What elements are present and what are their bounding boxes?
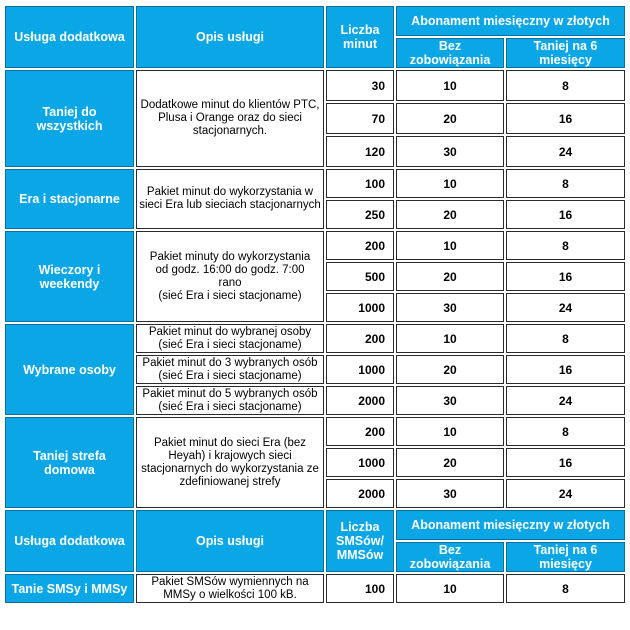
price-no-commitment: 10 bbox=[396, 169, 504, 198]
price-no-commitment: 10 bbox=[396, 231, 504, 260]
service-taniej-do-wszystkich: Taniej do wszystkich bbox=[5, 70, 134, 167]
price-cheaper-6m: 8 bbox=[506, 417, 625, 446]
description-wybrane-osoby-1: Pakiet minut do wybranej osoby (sieć Era i sieci stacjoname) bbox=[136, 324, 324, 353]
header2-sms-count: Liczba SMSów/ MMSów bbox=[326, 510, 394, 572]
price-cheaper-6m: 24 bbox=[506, 136, 625, 167]
price-cheaper-6m: 24 bbox=[506, 479, 625, 508]
header2-cheaper-6m: Taniej na 6 miesięcy bbox=[506, 542, 625, 572]
description-line: Pakiet minuty do wykorzystania bbox=[149, 250, 311, 263]
price-cheaper-6m: 24 bbox=[506, 386, 625, 415]
minutes-cell: 30 bbox=[326, 70, 394, 101]
minutes-cell: 70 bbox=[326, 103, 394, 134]
minutes-cell: 100 bbox=[326, 169, 394, 198]
description-taniej-do-wszystkich: Dodatkowe minut do klientów PTC, Plusa i Orange oraz do sieci stacjonarnych. bbox=[136, 70, 324, 167]
price-no-commitment: 20 bbox=[396, 355, 504, 384]
price-cheaper-6m: 8 bbox=[506, 70, 625, 101]
header2-description: Opis usługi bbox=[136, 510, 324, 572]
price-cheaper-6m: 8 bbox=[506, 324, 625, 353]
service-era-i-stacjonarne: Era i stacjonarne bbox=[5, 169, 134, 229]
header-no-commitment: Bez zobowiązania bbox=[396, 38, 504, 68]
service-tanie-smsy-i-mmsy: Tanie SMSy i MMSy bbox=[5, 574, 134, 603]
minutes-cell: 250 bbox=[326, 200, 394, 229]
pricing-table-container bbox=[3, 4, 627, 626]
service-taniej-strefa-domowa: Taniej strefa domowa bbox=[5, 417, 134, 508]
service-wieczory-i-weekendy: Wieczory i weekendy bbox=[5, 231, 134, 322]
minutes-cell: 2000 bbox=[326, 386, 394, 415]
price-cheaper-6m: 24 bbox=[506, 293, 625, 322]
price-no-commitment: 30 bbox=[396, 293, 504, 322]
price-cheaper-6m: 16 bbox=[506, 200, 625, 229]
minutes-cell: 1000 bbox=[326, 448, 394, 477]
price-cheaper-6m: 8 bbox=[506, 574, 625, 603]
price-no-commitment: 10 bbox=[396, 574, 504, 603]
price-no-commitment: 20 bbox=[396, 262, 504, 291]
description-wybrane-osoby-3: Pakiet minut do 3 wybranych osób (sieć Era i sieci stacjoname) bbox=[136, 355, 324, 384]
minutes-cell: 200 bbox=[326, 417, 394, 446]
price-no-commitment: 30 bbox=[396, 479, 504, 508]
description-line: rano bbox=[218, 276, 242, 289]
price-no-commitment: 30 bbox=[396, 136, 504, 167]
description-tanie-smsy-i-mmsy: Pakiet SMSów wymiennych na MMSy o wielkości 100 kB. bbox=[136, 574, 324, 603]
minutes-cell: 120 bbox=[326, 136, 394, 167]
price-no-commitment: 20 bbox=[396, 448, 504, 477]
header-description: Opis usługi bbox=[136, 6, 324, 68]
price-cheaper-6m: 8 bbox=[506, 169, 625, 198]
header-subscription: Abonament miesięczny w złotych bbox=[396, 6, 625, 36]
description-era-i-stacjonarne: Pakiet minut do wykorzystania w sieci Era lub sieciach stacjonarnych bbox=[136, 169, 324, 229]
price-no-commitment: 30 bbox=[396, 386, 504, 415]
price-cheaper-6m: 16 bbox=[506, 262, 625, 291]
minutes-cell: 200 bbox=[326, 324, 394, 353]
price-no-commitment: 20 bbox=[396, 103, 504, 134]
price-no-commitment: 10 bbox=[396, 324, 504, 353]
price-cheaper-6m: 8 bbox=[506, 231, 625, 260]
description-taniej-strefa-domowa: Pakiet minut do sieci Era (bez Heyah) i krajowych sieci stacjonarnych do wykorzystania ze zdefiniowanej strefy bbox=[136, 417, 324, 508]
header2-no-commitment: Bez zobowiązania bbox=[396, 542, 504, 572]
price-cheaper-6m: 16 bbox=[506, 448, 625, 477]
minutes-cell: 2000 bbox=[326, 479, 394, 508]
description-wieczory-i-weekendy bbox=[136, 231, 324, 322]
minutes-cell: 1000 bbox=[326, 293, 394, 322]
header-minutes: Liczba minut bbox=[326, 6, 394, 68]
header2-subscription: Abonament miesięczny w złotych bbox=[396, 510, 625, 540]
price-cheaper-6m: 16 bbox=[506, 103, 625, 134]
price-no-commitment: 10 bbox=[396, 417, 504, 446]
price-cheaper-6m: 16 bbox=[506, 355, 625, 384]
header-service: Usługa dodatkowa bbox=[5, 6, 134, 68]
minutes-cell: 1000 bbox=[326, 355, 394, 384]
header2-service: Usługa dodatkowa bbox=[5, 510, 134, 572]
header-cheaper-6m: Taniej na 6 miesięcy bbox=[506, 38, 625, 68]
pricing-table bbox=[3, 4, 627, 605]
description-line: od godz. 16:00 do godz. 7:00 bbox=[155, 263, 305, 276]
service-wybrane-osoby: Wybrane osoby bbox=[5, 324, 134, 415]
description-wybrane-osoby-5: Pakiet minut do 5 wybranych osób (sieć Era i sieci stacjoname) bbox=[136, 386, 324, 415]
sms-count-cell: 100 bbox=[326, 574, 394, 603]
minutes-cell: 500 bbox=[326, 262, 394, 291]
price-no-commitment: 20 bbox=[396, 200, 504, 229]
price-no-commitment: 10 bbox=[396, 70, 504, 101]
minutes-cell: 200 bbox=[326, 231, 394, 260]
description-line: (sieć Era i sieci stacjoname) bbox=[158, 289, 302, 302]
